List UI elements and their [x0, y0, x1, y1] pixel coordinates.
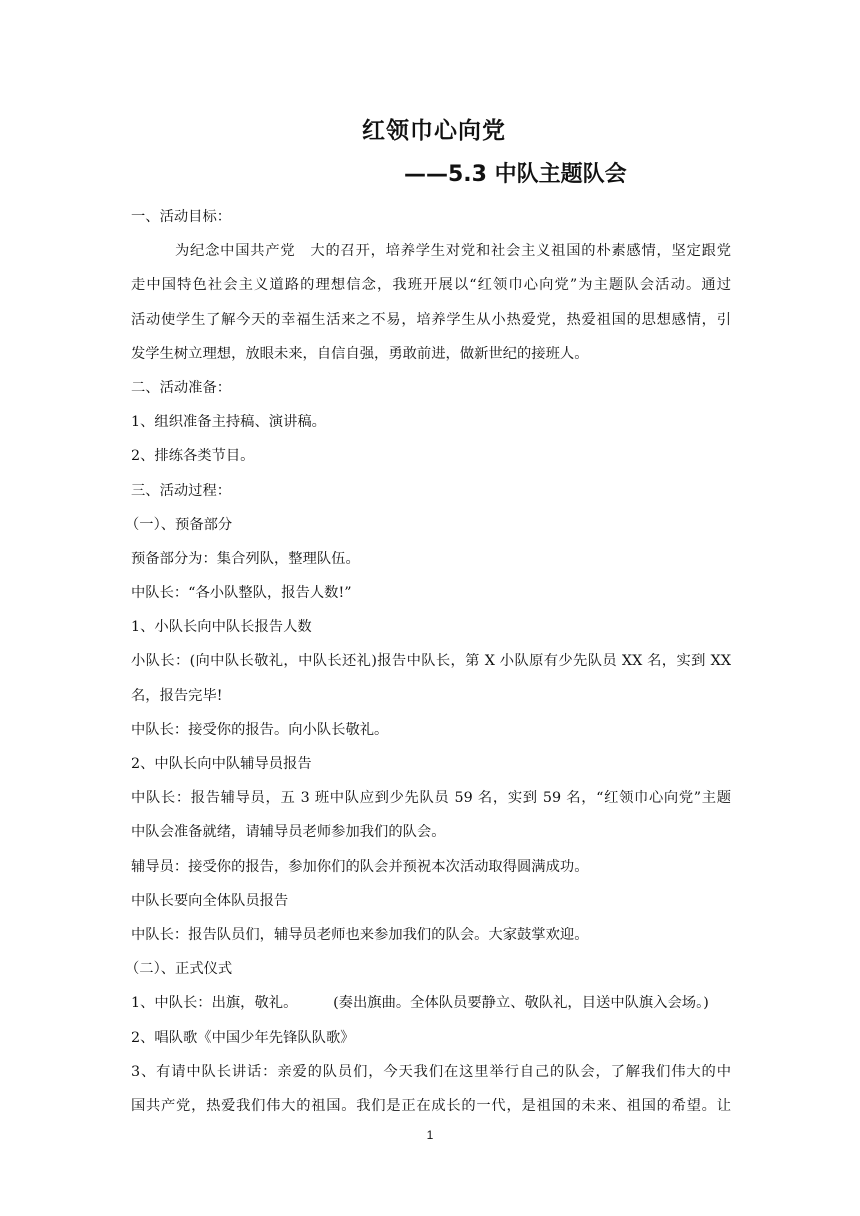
paragraph-line: 中队长要向全体队员报告	[131, 892, 289, 909]
list-item: 1、中队长：出旗，敬礼。 (奏出旗曲。全体队员要静立、敬队礼，目送中队旗入会场。)	[131, 995, 709, 1012]
paragraph-line: 中队长：接受你的报告。向小队长敬礼。	[131, 721, 389, 738]
list-item: 2、唱队歌《中国少年先锋队队歌》	[131, 1029, 355, 1046]
subsection-heading: （二）、正式仪式	[125, 961, 233, 978]
section-heading: 二、活动准备：	[131, 379, 232, 396]
paragraph-line: 预备部分为：集合列队，整理队伍。	[131, 550, 360, 567]
page-number: 1	[426, 1128, 434, 1142]
list-item: 2、中队长向中队辅导员报告	[131, 756, 312, 772]
paragraph-line: 为纪念中国共产党 大的召开，培养学生对党和社会主义祖国的朴素感情，坚定跟党	[175, 243, 731, 260]
paragraph-line: 国共产党，热爱我们伟大的祖国。我们是正在成长的一代，是祖国的未来、祖国的希望。让	[131, 1097, 731, 1114]
paragraph-line: 中队会准备就绪，请辅导员老师参加我们的队会。	[131, 824, 446, 841]
paragraph-line: 小队长：(向中队长敬礼，中队长还礼)报告中队长，第 X 小队原有少先队员 XX 名，实到 XX	[131, 653, 731, 670]
subsection-heading: （一）、预备部分	[125, 516, 233, 533]
document-body	[125, 200, 731, 1123]
paragraph-line: 中队长：报告队员们，辅导员老师也来参加我们的队会。大家鼓掌欢迎。	[131, 926, 589, 943]
section-heading: 一、活动目标：	[131, 209, 232, 225]
list-item: 3、有请中队长讲话：亲爱的队员们，今天我们在这里举行自己的队会，了解我们伟大的中	[131, 1063, 731, 1080]
paragraph-line: 中队长：报告辅导员，五 3 班中队应到少先队员 59 名，实到 59 名，“红领巾心向党”主题	[131, 790, 731, 807]
paragraph-line: 辅导员：接受你的报告，参加你们的队会并预祝本次活动取得圆满成功。	[131, 858, 589, 875]
paragraph-line: 中队长：“各小队整队，报告人数!”	[131, 585, 352, 602]
paragraph-line: 发学生树立理想，放眼未来，自信自强，勇敢前进，做新世纪的接班人。	[131, 345, 589, 362]
list-item: 2、排练各类节目。	[131, 448, 255, 465]
section-heading: 三、活动过程：	[131, 482, 232, 499]
document-title: 红领巾心向党	[362, 118, 506, 144]
paragraph-line: 活动使学生了解今天的幸福生活来之不易，培养学生从小热爱党，热爱祖国的思想感情，引	[131, 311, 731, 328]
document-subtitle: ——5.3 中队主题队会	[404, 162, 627, 187]
list-item: 1、组织准备主持稿、演讲稿。	[131, 414, 326, 431]
list-item: 1、小队长向中队长报告人数	[131, 619, 312, 636]
paragraph-line: 走中国特色社会主义道路的理想信念，我班开展以“红领巾心向党”为主题队会活动。通过	[131, 277, 731, 294]
paragraph-line: 名，报告完毕!	[131, 687, 223, 704]
